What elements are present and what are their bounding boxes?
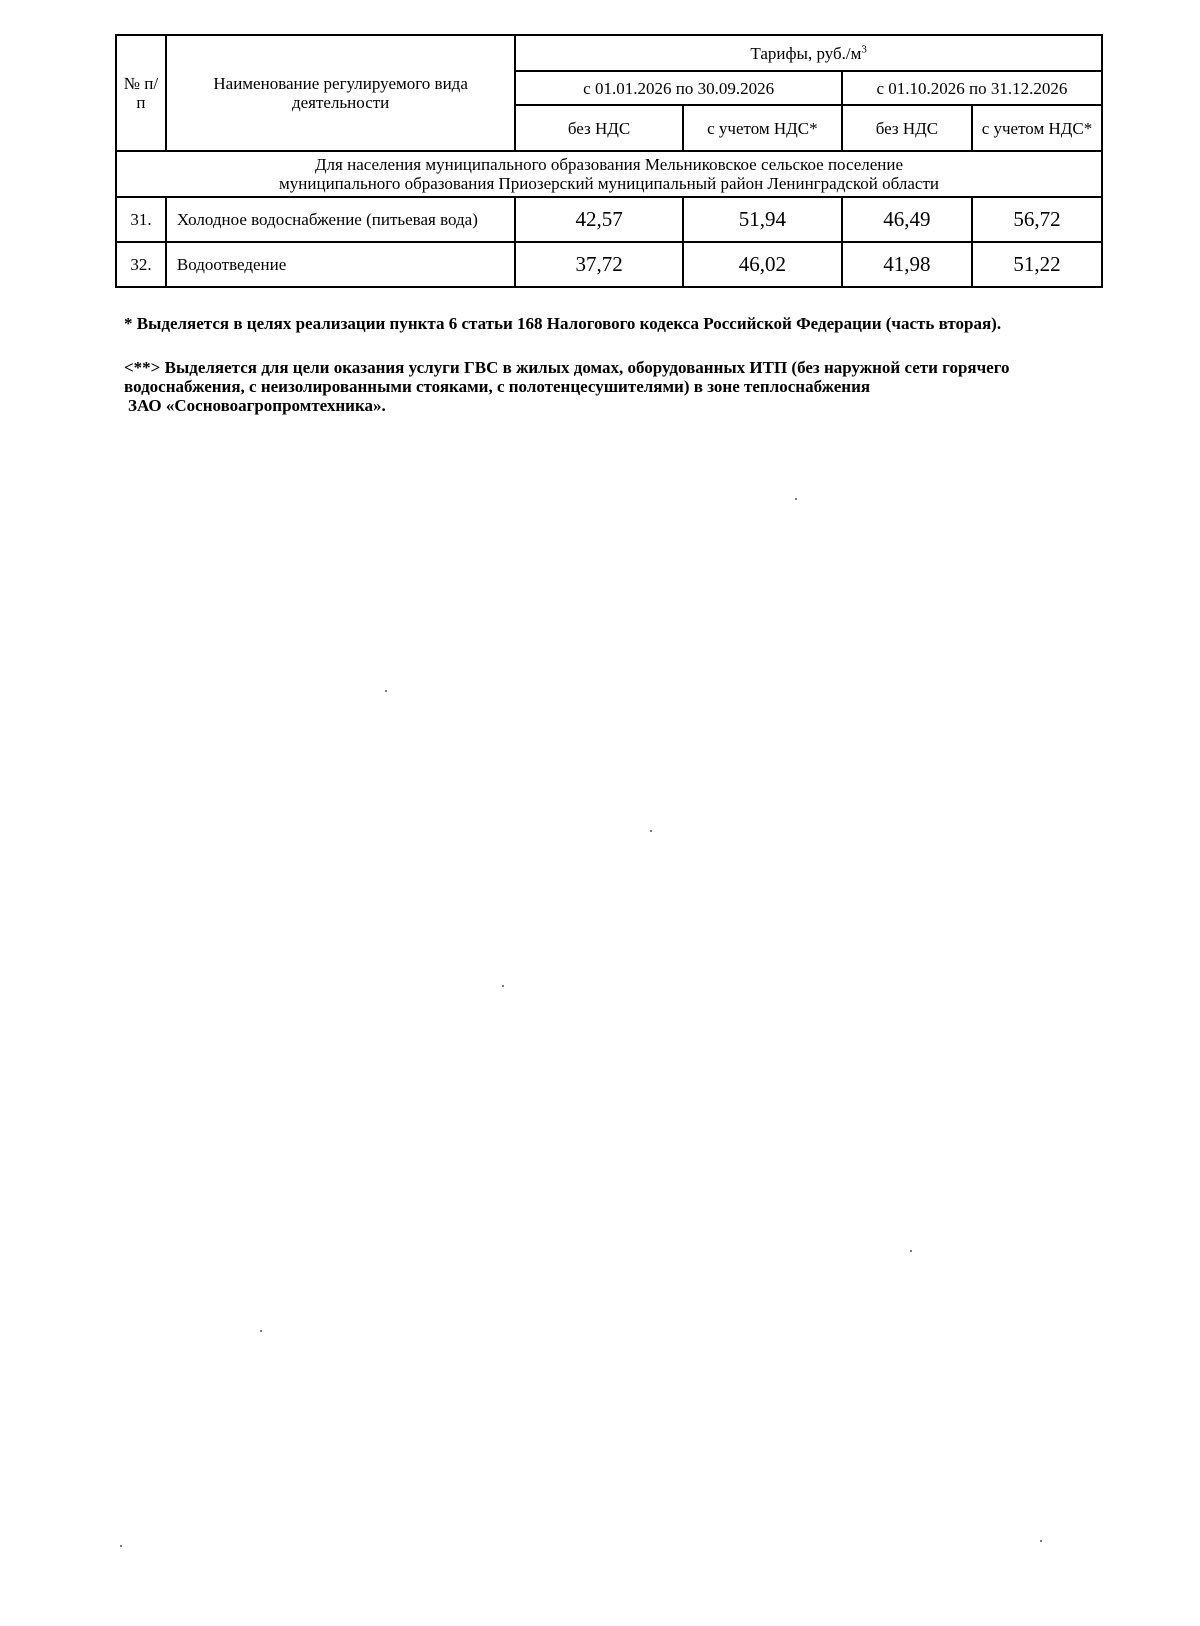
row-p2-with-vat: 51,22 — [972, 242, 1102, 287]
header-num-cell — [116, 35, 166, 151]
header-period-1: с 01.01.2026 по 30.09.2026 — [515, 71, 842, 105]
header-p1-without-vat: без НДС — [515, 105, 682, 151]
row-p1-with-vat: 46,02 — [683, 242, 842, 287]
header-tariffs-cell — [515, 35, 1102, 71]
footnote-vat: * Выделяется в целях реализации пункта 6 статьи 168 Налогового кодекса Российской Федерации (часть вторая). — [124, 314, 1002, 333]
header-p1-with-vat: с учетом НДС* — [683, 105, 842, 151]
header-period-2: с 01.10.2026 по 31.12.2026 — [842, 71, 1102, 105]
row-num: 31. — [116, 197, 166, 242]
scan-speck — [650, 830, 652, 832]
footnote-hot-water — [124, 358, 1144, 415]
row-p2-without-vat: 41,98 — [842, 242, 972, 287]
footnote-hot-water-line-3: ЗАО «Сосновоагропромтехника». — [128, 396, 386, 415]
scan-speck — [910, 1250, 912, 1252]
scan-speck — [260, 1330, 262, 1332]
row-p1-with-vat: 51,94 — [683, 197, 842, 242]
header-tariffs-unit-sup: 3 — [861, 42, 867, 55]
table-row — [116, 197, 1102, 242]
table-row — [116, 242, 1102, 287]
group-title-line-1: Для населения муниципального образования Мельниковское сельское поселение — [314, 155, 904, 174]
footnote-hot-water-line-2: водоснабжения, с неизолированными стояками, с полотенцесушителями) в зоне теплоснабжения — [124, 377, 871, 396]
footnote-hot-water-line-1: <**> Выделяется для цели оказания услуги ГВС в жилых домах, оборудованных ИТП (без наружной сети горячего — [124, 358, 1010, 377]
scan-speck — [795, 498, 797, 500]
scan-speck — [120, 1545, 122, 1547]
header-row-1 — [116, 35, 1102, 71]
row-p2-without-vat: 46,49 — [842, 197, 972, 242]
row-p1-without-vat: 37,72 — [515, 242, 682, 287]
header-p2-with-vat: с учетом НДС* — [972, 105, 1102, 151]
row-name: Холодное водоснабжение (питьевая вода) — [166, 197, 515, 242]
group-title-row — [116, 151, 1102, 197]
group-title-line-2: муниципального образования Приозерский муниципальный район Ленинградской области — [279, 174, 939, 193]
scan-speck — [502, 985, 504, 987]
header-name-cell — [166, 35, 515, 151]
row-p2-with-vat: 56,72 — [972, 197, 1102, 242]
row-p1-without-vat: 42,57 — [515, 197, 682, 242]
scan-speck — [385, 690, 387, 692]
row-name: Водоотведение — [166, 242, 515, 287]
header-num-label: № п/п — [123, 74, 159, 112]
scan-speck — [1040, 1540, 1042, 1542]
tariff-table — [115, 34, 1103, 288]
header-p2-without-vat: без НДС — [842, 105, 972, 151]
row-num: 32. — [116, 242, 166, 287]
group-title-cell — [116, 151, 1102, 197]
header-tariffs-label: Тарифы, руб./м — [750, 43, 862, 63]
header-name-label: Наименование регулируемого вида деятельности — [213, 74, 468, 112]
